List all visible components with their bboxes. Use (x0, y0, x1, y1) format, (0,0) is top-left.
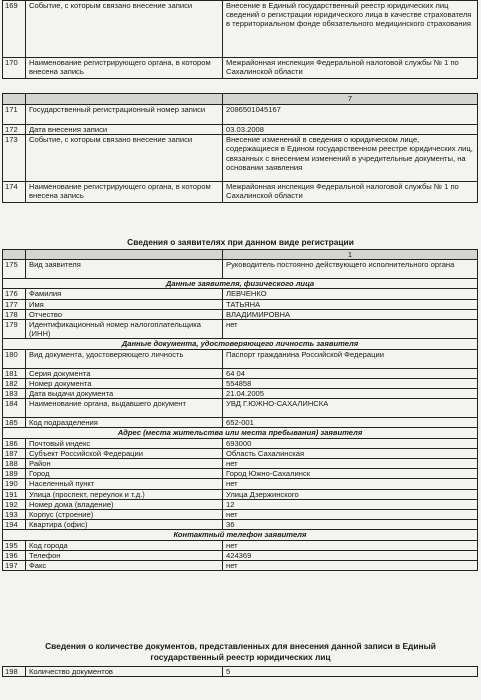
row-label: Серия документа (26, 368, 223, 378)
table-row (3, 289, 478, 299)
row-label: Количество документов (26, 667, 223, 677)
row-label: Наименование регистрирующего органа, в котором внесена запись (26, 182, 223, 203)
applicants-table (2, 249, 478, 571)
row-value: Межрайонная инспекция Федеральной налоговой службы № 1 по Сахалинской области (223, 182, 478, 203)
row-number: 190 (3, 479, 26, 489)
section-header-row (3, 339, 478, 349)
row-number: 178 (3, 309, 26, 319)
row-label: Отчество (26, 309, 223, 319)
row-value: 12 (223, 499, 478, 509)
row-value: ВЛАДИМИРОВНА (223, 309, 478, 319)
row-number: 189 (3, 469, 26, 479)
table-row (3, 459, 478, 469)
documents-section-title-line1: Сведения о количестве документов, представленных для внесения данной записи в Единый (45, 641, 436, 651)
table-row (3, 469, 478, 479)
row-label: Код подразделения (26, 418, 223, 428)
row-label: Имя (26, 299, 223, 309)
row-number: 172 (3, 125, 26, 135)
row-number: 179 (3, 320, 26, 339)
row-number: 193 (3, 510, 26, 520)
applicants-section-title: Сведения о заявителях при данном виде регистрации (127, 237, 354, 247)
row-number: 183 (3, 389, 26, 399)
row-number: 174 (3, 182, 26, 203)
row-value: Внесение в Единый государственный реестр юридических лиц сведений о регистрации юридического лица в качестве страхователя в территориальном фонде обязательного медицинского страхования (223, 1, 478, 58)
row-label: Улица (проспект, переулок и т.д.) (26, 489, 223, 499)
table-row (3, 299, 478, 309)
row-value: 36 (223, 520, 478, 530)
section-header-row (3, 279, 478, 289)
row-label: Государственный регистрационный номер записи (26, 105, 223, 125)
row-number: 186 (3, 438, 26, 448)
column-header-row (3, 250, 478, 260)
table-row (3, 499, 478, 509)
row-value: Паспорт гражданина Российской Федерации (223, 349, 478, 368)
row-label: Телефон (26, 550, 223, 560)
table-row (3, 479, 478, 489)
registration-table-part-7 (2, 93, 478, 203)
section-heading-document: Данные документа, удостоверяющего личность заявителя (3, 339, 478, 349)
row-value: 554858 (223, 378, 478, 388)
row-label: Дата выдачи документа (26, 389, 223, 399)
row-label: Почтовый индекс (26, 438, 223, 448)
row-value: Область Сахалинская (223, 448, 478, 458)
row-number: 192 (3, 499, 26, 509)
row-label: Событие, с которым связано внесение записи (26, 135, 223, 182)
table-row (3, 309, 478, 319)
section-heading-phone: Контактный телефон заявителя (3, 530, 478, 540)
row-value: Руководитель постоянно действующего исполнительного органа (223, 260, 478, 279)
column-header-row (3, 94, 478, 105)
row-value: Город Южно-Сахалинск (223, 469, 478, 479)
table-row (3, 667, 478, 677)
row-value: нет (223, 561, 478, 571)
row-label: Наименование регистрирующего органа, в котором внесена запись (26, 58, 223, 79)
row-number: 180 (3, 349, 26, 368)
row-value: 693000 (223, 438, 478, 448)
table-row (3, 260, 478, 279)
row-number: 194 (3, 520, 26, 530)
column-number: 1 (223, 250, 478, 260)
row-label: Населенный пункт (26, 479, 223, 489)
row-number: 197 (3, 561, 26, 571)
table-row (3, 125, 478, 135)
table-row (3, 389, 478, 399)
row-label: Город (26, 469, 223, 479)
row-number: 175 (3, 260, 26, 279)
table-row (3, 489, 478, 499)
row-value: Межрайонная инспекция Федеральной налоговой службы № 1 по Сахалинской области (223, 58, 478, 79)
row-value: Внесение изменений в сведения о юридическом лице, содержащиеся в Едином государственном реестре юридических лиц, связанных с внесением изменений в учредительные документы, на основании заявления (223, 135, 478, 182)
table-row (3, 448, 478, 458)
table-row (3, 378, 478, 388)
table-row (3, 1, 478, 58)
row-label: Вид заявителя (26, 260, 223, 279)
table-row (3, 438, 478, 448)
section-heading-person: Данные заявителя, физического лица (3, 279, 478, 289)
section-heading-address: Адрес (места жительства или места пребывания) заявителя (3, 428, 478, 438)
row-value: Улица Дзержинского (223, 489, 478, 499)
column-number: 7 (223, 94, 478, 105)
row-value: ЛЕВЧЕНКО (223, 289, 478, 299)
row-label: Факс (26, 561, 223, 571)
row-number: 182 (3, 378, 26, 388)
row-value: нет (223, 510, 478, 520)
section-header-row (3, 428, 478, 438)
row-value: 5 (223, 667, 478, 677)
row-value: 64 04 (223, 368, 478, 378)
section-header-row (3, 530, 478, 540)
row-label: Вид документа, удостоверяющего личность (26, 349, 223, 368)
row-label: Корпус (строение) (26, 510, 223, 520)
row-number: 173 (3, 135, 26, 182)
table-row (3, 510, 478, 520)
row-value: 2086501045167 (223, 105, 478, 125)
row-number: 196 (3, 550, 26, 560)
row-number: 187 (3, 448, 26, 458)
table-row (3, 320, 478, 339)
table-row (3, 105, 478, 125)
table-row (3, 561, 478, 571)
row-label: Номер дома (владение) (26, 499, 223, 509)
row-label: Район (26, 459, 223, 469)
row-number: 185 (3, 418, 26, 428)
row-number: 195 (3, 540, 26, 550)
row-number: 191 (3, 489, 26, 499)
row-label: Наименование органа, выдавшего документ (26, 399, 223, 418)
row-number: 176 (3, 289, 26, 299)
row-value: 03.03.2008 (223, 125, 478, 135)
table-row (3, 399, 478, 418)
row-number: 170 (3, 58, 26, 79)
documents-section-title-line2: государственный реестр юридических лиц (150, 652, 331, 662)
row-label: Дата внесения записи (26, 125, 223, 135)
row-label: Номер документа (26, 378, 223, 388)
row-value: нет (223, 479, 478, 489)
row-value: 652-001 (223, 418, 478, 428)
row-value: нет (223, 320, 478, 339)
row-number: 184 (3, 399, 26, 418)
table-row (3, 182, 478, 203)
documents-table (2, 666, 478, 677)
row-number: 177 (3, 299, 26, 309)
row-number: 171 (3, 105, 26, 125)
row-label: Идентификационный номер налогоплательщика (ИНН) (26, 320, 223, 339)
table-row (3, 540, 478, 550)
row-value: нет (223, 540, 478, 550)
row-value: нет (223, 459, 478, 469)
row-value: ТАТЬЯНА (223, 299, 478, 309)
row-label: Фамилия (26, 289, 223, 299)
row-label: Код города (26, 540, 223, 550)
table-row (3, 550, 478, 560)
table-row (3, 520, 478, 530)
table-row (3, 418, 478, 428)
row-number: 188 (3, 459, 26, 469)
row-number: 181 (3, 368, 26, 378)
row-label: Квартира (офис) (26, 520, 223, 530)
registration-table-part-6 (2, 0, 478, 79)
row-value: УВД Г.ЮЖНО-САХАЛИНСКА (223, 399, 478, 418)
table-row (3, 58, 478, 79)
row-label: Событие, с которым связано внесение записи (26, 1, 223, 58)
row-number: 198 (3, 667, 26, 677)
row-value: 21.04.2005 (223, 389, 478, 399)
row-number: 169 (3, 1, 26, 58)
row-value: 424369 (223, 550, 478, 560)
table-row (3, 368, 478, 378)
table-row (3, 135, 478, 182)
row-label: Субъект Российской Федерации (26, 448, 223, 458)
table-row (3, 349, 478, 368)
